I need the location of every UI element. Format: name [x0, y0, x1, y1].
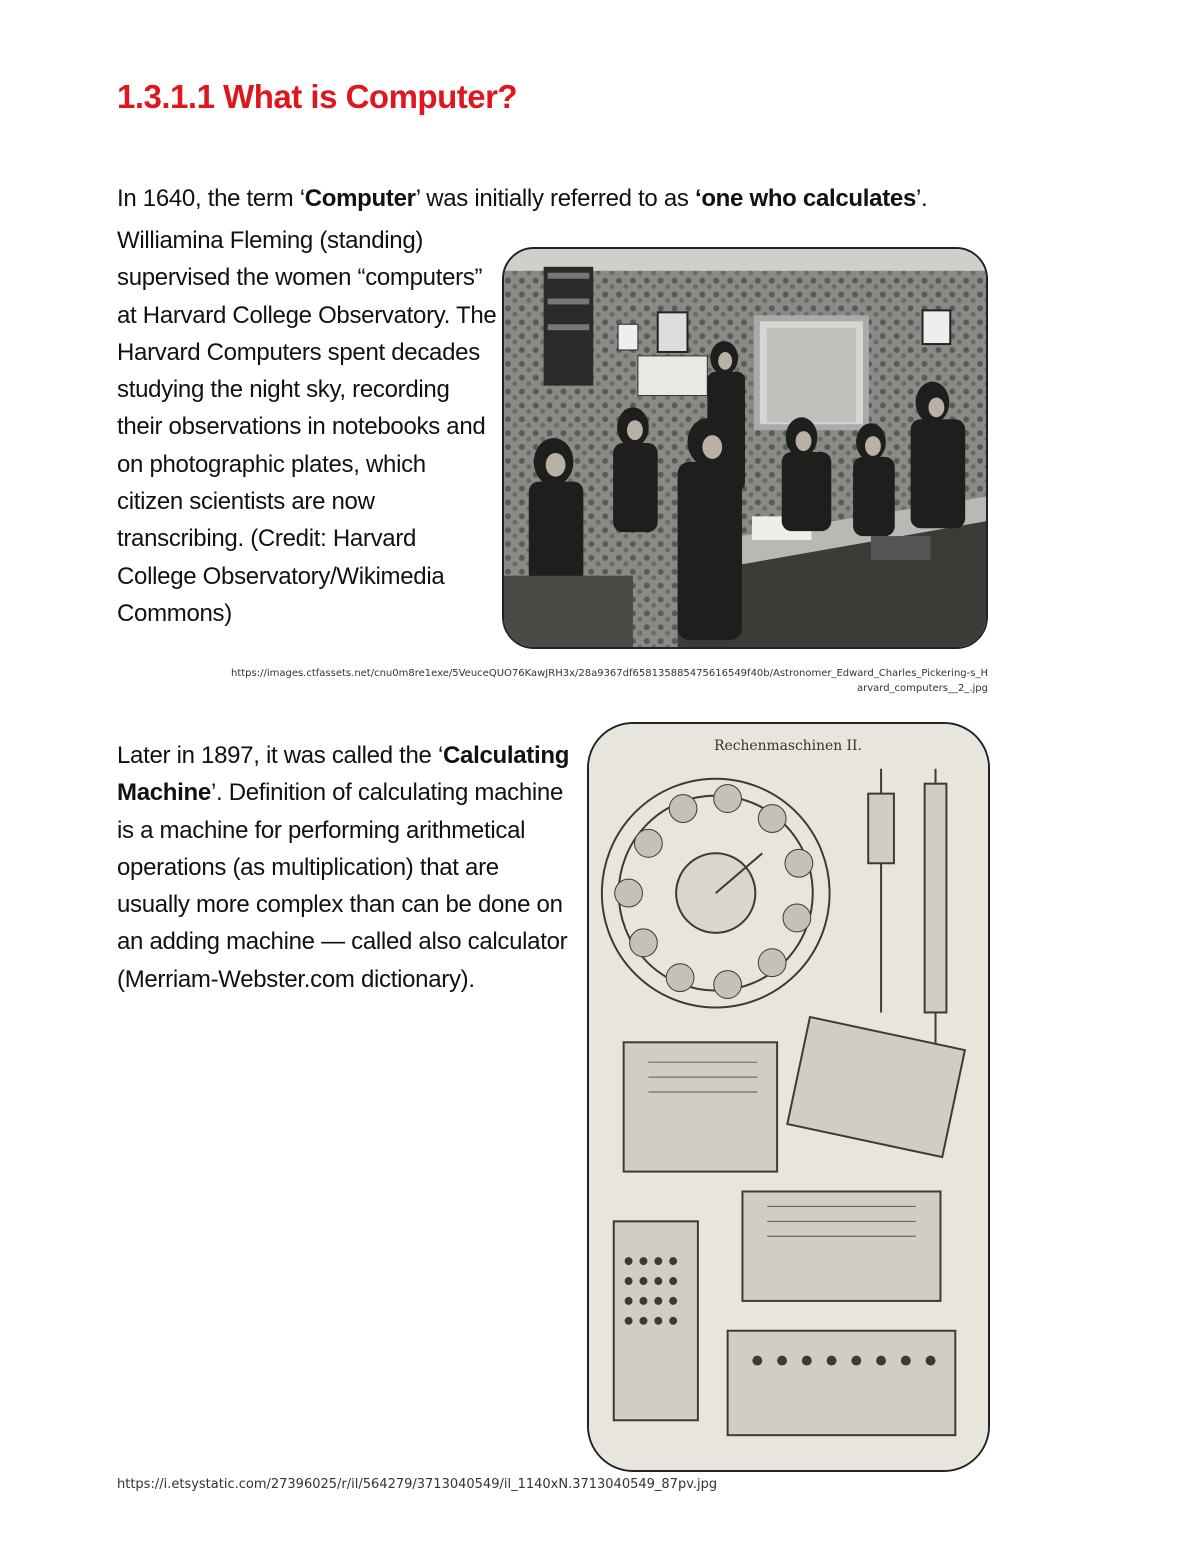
rechenmaschinen-illustration [589, 724, 988, 1470]
intro-term-computer: Computer [304, 185, 416, 212]
harvard-computers-paragraph [117, 222, 497, 632]
intro-text-2: ’ was initially referred to as [415, 185, 695, 212]
rechenmaschinen-plate [587, 722, 990, 1472]
intro-text-1: In 1640, the term ‘ [117, 185, 305, 212]
page-heading: 1.3.1.1 What is Computer? [117, 78, 518, 115]
rechenmaschinen-source-url[interactable]: https://i.etsystatic.com/27396025/r/il/564279/3713040549/il_1140xN.3713040549_87pv.jpg [117, 1477, 718, 1492]
plate-title: Rechenmaschinen II. [714, 737, 862, 754]
harvard-photo-source-url[interactable]: https://images.ctfassets.net/cnu0m8re1exe/5VeuceQUO76KawJRH3x/28a9367df658135885475616549f40b/Astronomer_Edward_Charles_Pickering-s_Harvard_computers__2_.jpg [230, 668, 988, 694]
intro-text-3: ’. [916, 185, 928, 212]
calculating-machine-text [117, 737, 577, 998]
intro-sentence [117, 182, 927, 216]
harvard-computers-text: Williamina Fleming (standing) supervised the women “computers” at Harvard College Observatory. The Harvard Computers spent decades studying the night sky, recording their observations in notebooks and on photographic plates, which citizen scientists are now transcribing. (Credit: Harvard College Observatory/Wikimedia Commons) [117, 227, 497, 627]
harvard-photo-illustration [504, 249, 986, 647]
harvard-computers-photo [502, 247, 988, 649]
intro-term-one-who-calculates: ‘one who calculates [694, 185, 916, 212]
calc-text-1: Later in 1897, it was called the ‘ [117, 742, 443, 769]
calc-text-2: ’. Definition of calculating machine is a machine for performing arithmetical operations (as multiplication) that are usually more complex than can be done on an adding machine — called also calculator (Merriam-Webster.com dictionary). [117, 779, 568, 993]
calculating-machine-paragraph [117, 737, 577, 998]
calc-term-calculating-machine: Calculating Machine [117, 742, 570, 807]
